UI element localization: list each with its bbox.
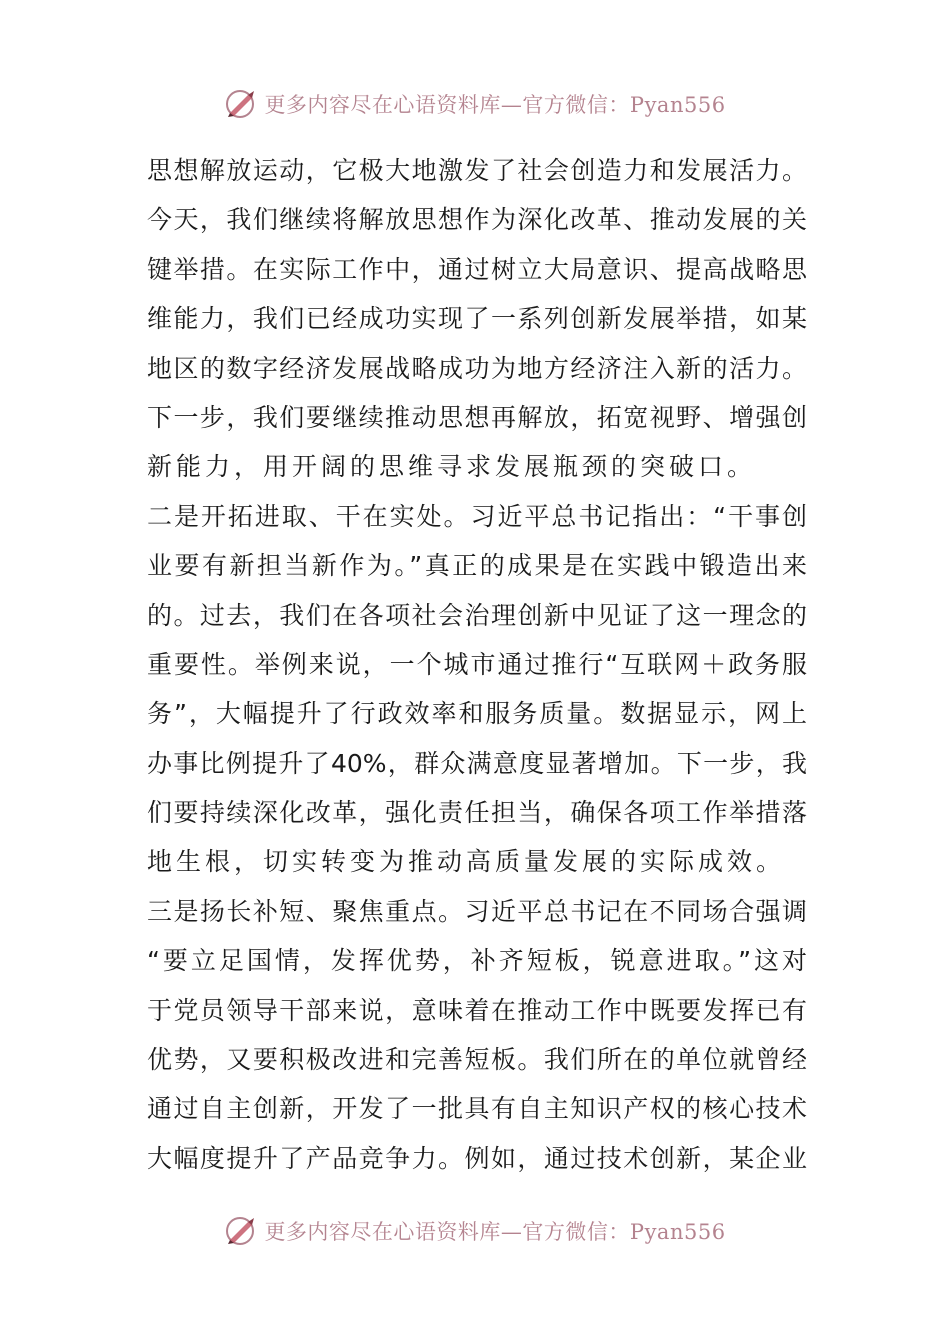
text-line: 地生根，切实转变为推动高质量发展的实际成效。 — [147, 847, 786, 877]
text-line: 通过自主创新，开发了一批具有自主知识产权的核心技术 — [147, 1094, 807, 1124]
document-body — [147, 146, 807, 1183]
text-line: 业要有新担当新作为。”真正的成果是在实践中锻造出来 — [147, 551, 807, 581]
text-line: 重要性。举例来说，一个城市通过推行“互联网＋政务服 — [147, 649, 807, 679]
text-line: 大幅度提升了产品竞争力。例如，通过技术创新，某企业 — [147, 1143, 807, 1173]
text-line: 地区的数字经济发展战略成功为地方经济注入新的活力。 — [147, 353, 807, 383]
text-line: 新能力，用开阔的思维寻求发展瓶颈的突破口。 — [147, 452, 757, 482]
text-line: 思想解放运动，它极大地激发了社会创造力和发展活力。 — [147, 156, 807, 185]
pen-logo-icon — [224, 87, 258, 121]
footer-banner-text: 更多内容尽在心语资料库—官方微信：Pyan556 — [264, 1220, 726, 1244]
text-line: 键举措。在实际工作中，通过树立大局意识、提高战略思 — [147, 254, 807, 284]
text-line: 务”，大幅提升了行政效率和服务质量。数据显示，网上 — [147, 699, 807, 729]
text-line: 优势，又要积极改进和完善短板。我们所在的单位就曾经 — [147, 1045, 807, 1075]
text-line: “要立足国情，发挥优势，补齐短板，锐意进取。”这对 — [147, 946, 807, 976]
text-line: 的。过去，我们在各项社会治理创新中见证了这一理念的 — [147, 600, 807, 630]
text-line: 三是扬长补短、聚焦重点。习近平总书记在不同场合强调 — [147, 896, 807, 926]
text-line: 维能力，我们已经成功实现了一系列创新发展举措，如某 — [147, 304, 807, 334]
header-banner-text: 更多内容尽在心语资料库—官方微信：Pyan556 — [264, 93, 726, 117]
header-banner — [0, 82, 950, 126]
text-line: 二是开拓进取、干在实处。习近平总书记指出：“干事创 — [147, 501, 807, 531]
text-line: 办事比例提升了40%，群众满意度显著增加。下一步，我 — [147, 748, 807, 778]
footer-banner — [0, 1209, 950, 1253]
text-line: 们要持续深化改革，强化责任担当，确保各项工作举措落 — [147, 798, 807, 828]
text-line: 于党员领导干部来说，意味着在推动工作中既要发挥已有 — [147, 995, 807, 1025]
text-line: 今天，我们继续将解放思想作为深化改革、推动发展的关 — [147, 205, 807, 235]
text-line: 下一步，我们要继续推动思想再解放，拓宽视野、增强创 — [147, 402, 807, 432]
pen-logo-icon — [224, 1214, 258, 1248]
